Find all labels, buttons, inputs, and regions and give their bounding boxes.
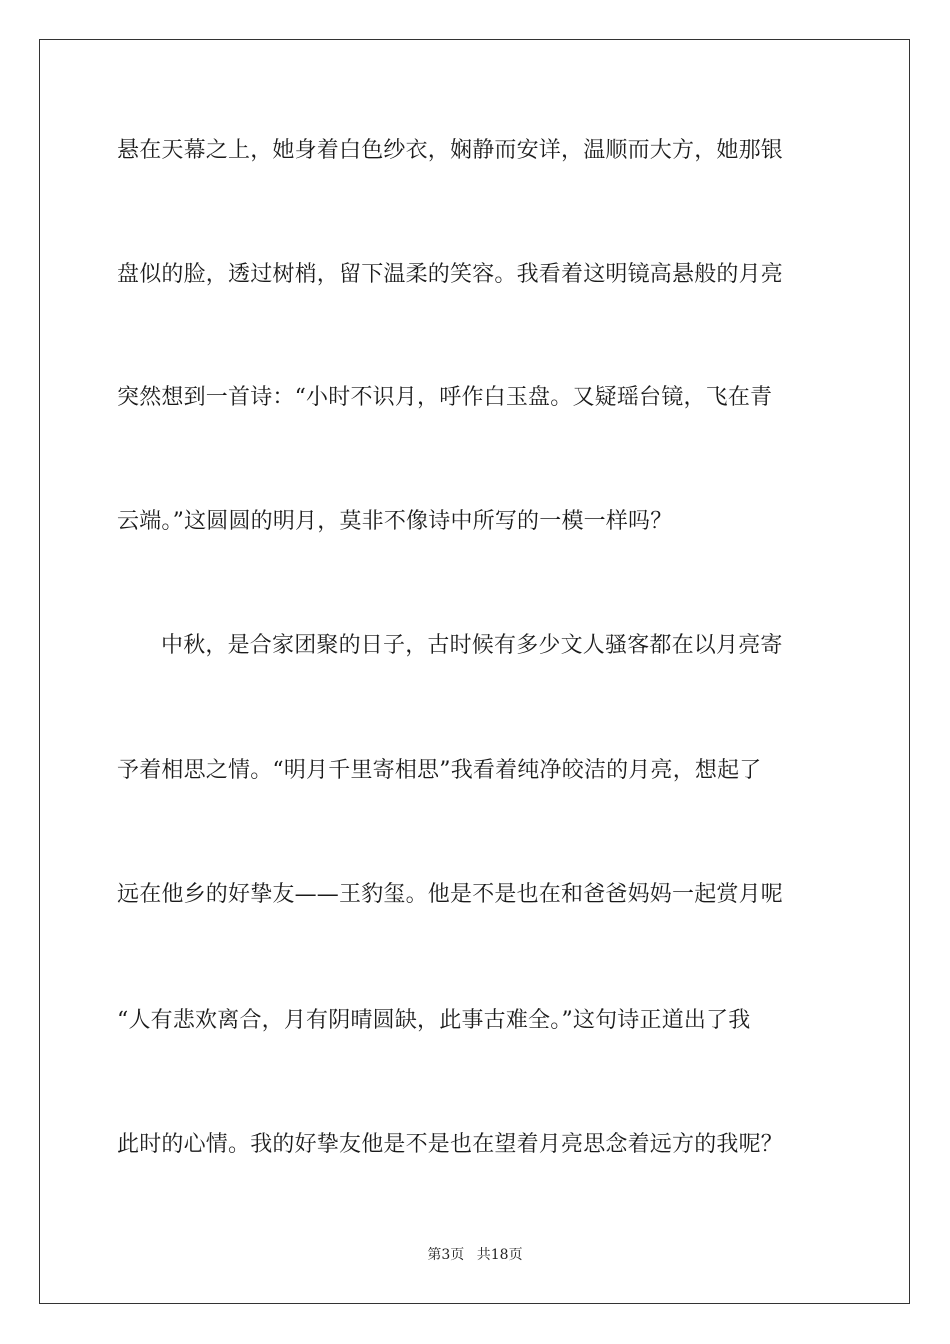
body-text-line: 予着相思之情。“明月千里寄相思”我看着纯净皎洁的月亮，想起了 [117, 758, 762, 783]
body-text-line: 突然想到一首诗：“小时不识月，呼作白玉盘。又疑瑶台镜，飞在青 [117, 385, 773, 410]
paragraph-start-line: 中秋，是合家团聚的日子，古时候有多少文人骚客都在以月亮寄 [161, 633, 783, 658]
body-text-line: 此时的心情。我的好挚友他是不是也在望着月亮思念着远方的我呢？ [117, 1132, 784, 1157]
page-border [39, 39, 910, 1304]
body-text-line: 悬在天幕之上，她身着白色纱衣，娴静而安详，温顺而大方，她那银 [117, 138, 784, 163]
body-text-line: 云端。”这圆圆的明月，莫非不像诗中所写的一模一样吗？ [117, 509, 673, 534]
body-text-line: “人有悲欢离合，月有阴晴圆缺，此事古难全。”这句诗正道出了我 [117, 1008, 751, 1033]
page-footer [0, 1245, 950, 1265]
page-number: 第3页 [427, 1247, 465, 1263]
body-text-line: 远在他乡的好挚友——王豹玺。他是不是也在和爸爸妈妈一起赏月呢 [117, 882, 784, 907]
body-text-line: 盘似的脸，透过树梢，留下温柔的笑容。我看着这明镜高悬般的月亮 [117, 262, 784, 287]
total-pages: 共18页 [476, 1247, 523, 1263]
